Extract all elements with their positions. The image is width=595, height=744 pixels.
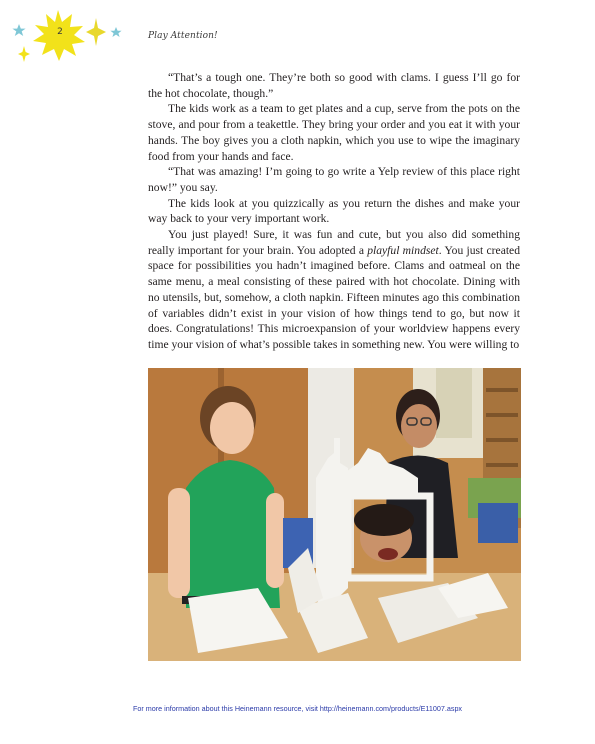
- sparkle-icon: [86, 18, 106, 46]
- paragraph: The kids work as a team to get plates and a cup, serve from the pots on the stove, and pour from a teakettle. They bring your order and you eat it with your hands. The boy gives you a cloth napkin, which you use to wipe the imaginary food from your hands and face.: [148, 102, 520, 163]
- paragraph-text: . You just created space for possibilities you hadn’t imagined before. Clams and oatmeal on the same menu, a meal consisting of these paired with hot chocolate. Dining with no utensils, but, somehow, a cloth napkin. Fifteen minutes ago this combination of variables didn’t exist in your vision of how things tend to go, but now it does. Congratulations! This microexpansion of your worldview happens every time your vision of what’s possible takes in something new. You were willing to: [148, 243, 520, 351]
- paragraph: “That was amazing! I’m going to go write a Yelp review of this place right now!” you say.: [148, 165, 520, 194]
- photo-illustration: [148, 368, 521, 661]
- paragraph-text: You just played! Sure, it was fun and cute, but you also did something really important for your brain. You adopted a: [148, 228, 520, 257]
- small-yellow-star-icon: [18, 46, 30, 62]
- page-number: 2: [57, 27, 63, 37]
- small-blue-star-icon: [12, 24, 25, 36]
- body-text: [148, 70, 520, 353]
- paragraph: “That’s a tough one. They’re both so good with clams. I guess I’ll go for the hot chocolate, though.”: [148, 71, 520, 100]
- classroom-photo: [148, 368, 521, 661]
- footer-link[interactable]: For more information about this Heinemann resource, visit http://heinemann.com/products/E11007.aspx: [132, 704, 463, 713]
- emphasis-text: playful mindset: [367, 243, 439, 257]
- paragraph: The kids look at you quizzically as you return the dishes and make your way back to your very important work.: [148, 196, 520, 226]
- running-head: Play Attention!: [148, 31, 218, 41]
- star-decoration: [8, 8, 128, 66]
- footer: [0, 704, 595, 713]
- page-header: [0, 0, 595, 70]
- small-blue-star-right-icon: [110, 27, 121, 37]
- paragraph: [148, 227, 520, 353]
